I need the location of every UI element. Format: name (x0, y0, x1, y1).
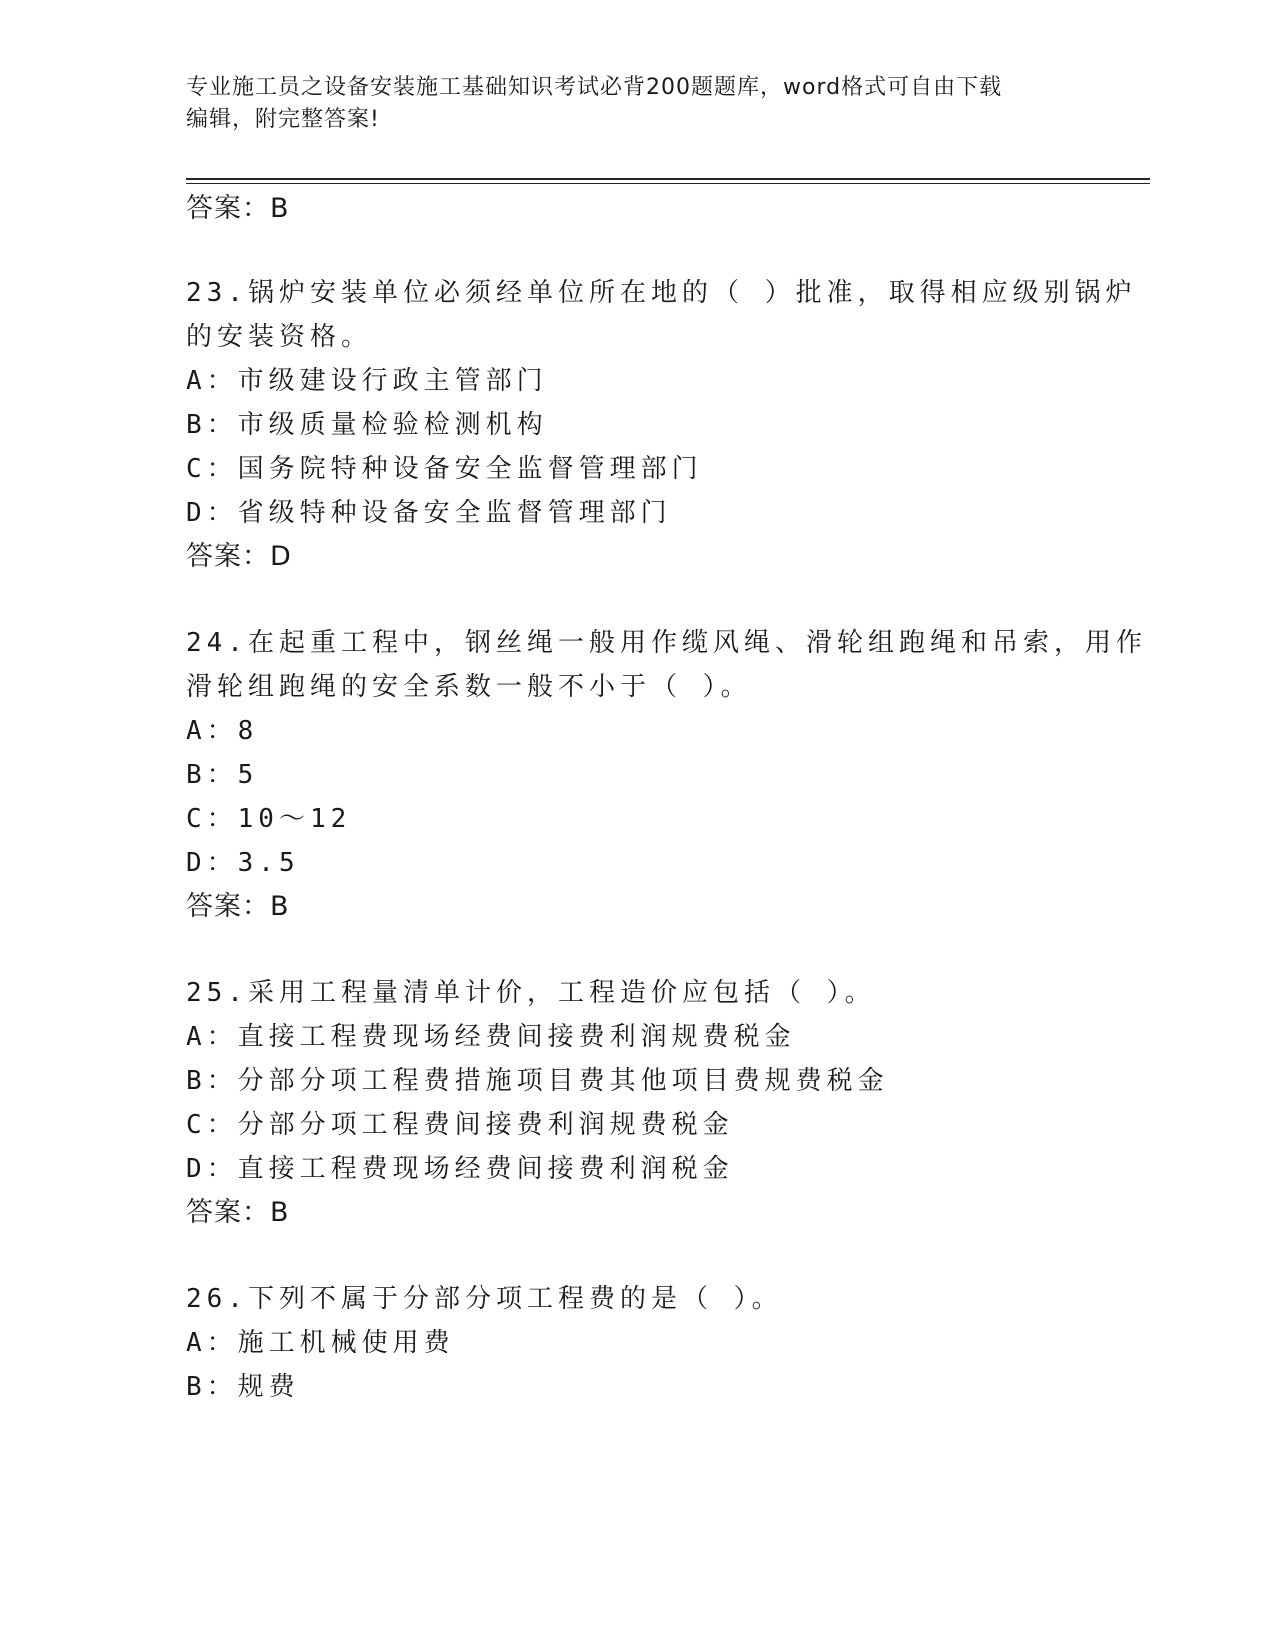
header-title-line1: 专业施工员之设备安装施工基础知识考试必背200题题库，word格式可自由下载 (186, 75, 1003, 100)
q25-option-c: C：分部分项工程费间接费利润规费税金 (186, 1110, 734, 1140)
q23-answer: 答案：D (186, 541, 292, 572)
q25-option-b: B：分部分项工程费措施项目费其他项目费规费税金 (186, 1066, 889, 1096)
q24-answer: 答案：B (186, 891, 290, 922)
header-rule-thick (186, 178, 1150, 180)
q25-stem-line1: 25.采用工程量清单计价，工程造价应包括（ ）。 (186, 978, 876, 1008)
q23-stem-line2: 的安装资格。 (186, 322, 373, 352)
q26-option-b: B：规费 (186, 1372, 300, 1402)
q24-option-c: C：10～12 (186, 804, 352, 834)
q24-option-a: A：8 (186, 716, 259, 746)
q23-option-a: A：市级建设行政主管部门 (186, 366, 548, 396)
q24-option-b: B：5 (186, 760, 259, 790)
document-header (186, 72, 1066, 136)
q26-stem-line1: 26.下列不属于分部分项工程费的是（ ）。 (186, 1284, 783, 1314)
q25-option-d: D：直接工程费现场经费间接费利润税金 (186, 1154, 734, 1184)
q23-option-b: B：市级质量检验检测机构 (186, 410, 548, 440)
q25-option-a: A：直接工程费现场经费间接费利润规费税金 (186, 1022, 796, 1052)
header-title-line2: 编辑，附完整答案! (186, 107, 380, 132)
answer-previous: 答案：B (186, 193, 290, 224)
q23-option-c: C：国务院特种设备安全监督管理部门 (186, 454, 703, 484)
q25-answer: 答案：B (186, 1197, 290, 1228)
q23-stem-line1: 23.锅炉安装单位必须经单位所在地的（ ）批准，取得相应级别锅炉 (186, 278, 1137, 308)
q24-stem-line1: 24.在起重工程中，钢丝绳一般用作缆风绳、滑轮组跑绳和吊索，用作 (186, 628, 1147, 658)
q26-option-a: A：施工机械使用费 (186, 1328, 455, 1358)
q24-stem-line2: 滑轮组跑绳的安全系数一般不小于（ ）。 (186, 672, 752, 702)
q24-option-d: D：3.5 (186, 848, 300, 878)
q23-option-d: D：省级特种设备安全监督管理部门 (186, 498, 672, 528)
header-rule-thin (186, 183, 1150, 184)
